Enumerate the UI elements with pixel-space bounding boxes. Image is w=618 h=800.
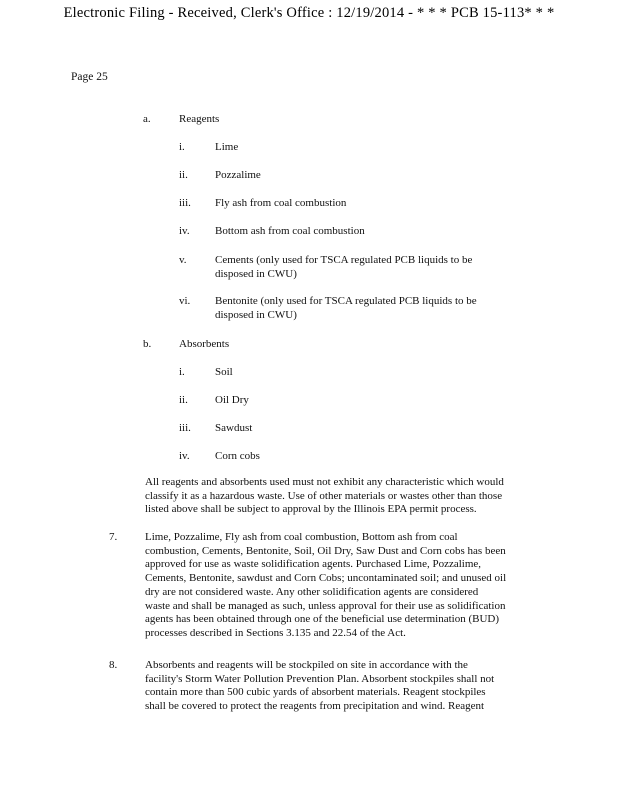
reagent-item-text: Fly ash from coal combustion [215, 197, 347, 209]
item-8-line: shall be covered to protect the reagents from precipitation and wind. Reagent [145, 700, 485, 713]
page-number: Page 25 [71, 71, 108, 83]
filing-header: Electronic Filing - Received, Clerk's Office : 12/19/2014 - * * * PCB 15-113* * * [63, 5, 555, 21]
summary-paragraph [145, 476, 504, 517]
reagent-item-text-line2: disposed in CWU) [215, 268, 297, 280]
item-7-line: combustion, Cements, Bentonite, Soil, Oil Dry, Saw Dust and Corn cobs has been [145, 544, 506, 557]
item-8-line: Absorbents and reagents will be stockpiled on site in accordance with the [145, 659, 468, 671]
summary-line: listed above shall be subject to approval by the Illinois EPA permit process. [145, 503, 477, 516]
reagents-heading: Reagents [179, 113, 220, 125]
item-7-line: agents has been obtained through one of the beneficial use determination (BUD) [145, 613, 500, 626]
item-7-line: Lime, Pozzalime, Fly ash from coal combustion, Bottom ash from coal [145, 531, 458, 543]
reagent-item-number: i. [179, 141, 185, 153]
item-8-number: 8. [109, 659, 118, 671]
summary-line: All reagents and absorbents used must not exhibit any characteristic which would [145, 476, 504, 488]
item-7-number: 7. [109, 531, 118, 543]
absorbents-heading: Absorbents [179, 338, 230, 350]
reagent-item-text: Lime [215, 141, 239, 153]
item-8-paragraph [145, 659, 494, 714]
item-8-line: contain more than 500 cubic yards of absorbent materials. Reagent stockpiles [145, 686, 486, 699]
item-7-line: dry are not considered waste. Any other solidification agents are considered [145, 585, 479, 598]
reagent-item-text-line1: Cements (only used for TSCA regulated PCB liquids to be [215, 254, 473, 266]
reagent-item-text: Bottom ash from coal combustion [215, 225, 365, 237]
item-7-line: approved for use as waste solidification agents. Purchased Lime, Pozzalime, [145, 558, 482, 571]
reagent-item-number: vi. [179, 295, 191, 307]
reagents-marker: a. [143, 113, 151, 125]
absorbent-item-number: i. [179, 366, 185, 378]
reagent-item-number: ii. [179, 169, 188, 181]
absorbent-item-number: iv. [179, 450, 190, 462]
absorbent-item-number: ii. [179, 394, 188, 406]
absorbent-item-number: iii. [179, 422, 191, 434]
absorbent-item-text: Corn cobs [215, 450, 260, 462]
reagent-item-text-line1: Bentonite (only used for TSCA regulated PCB liquids to be [215, 295, 477, 307]
item-8-line: facility's Storm Water Pollution Prevention Plan. Absorbent stockpiles shall not [145, 672, 495, 685]
absorbent-item-text: Oil Dry [215, 394, 249, 406]
reagent-item-number: iv. [179, 225, 190, 237]
absorbents-marker: b. [143, 338, 152, 350]
absorbent-item-text: Sawdust [215, 422, 253, 434]
item-7-line: processes described in Sections 3.135 and 22.54 of the Act. [145, 626, 406, 639]
item-7-line: Cements, Bentonite, sawdust and Corn Cobs; uncontaminated soil; and unused oil [145, 572, 507, 585]
reagent-item-text: Pozzalime [215, 169, 261, 181]
reagent-item-number: v. [179, 254, 187, 266]
reagent-item-text-line2: disposed in CWU) [215, 309, 297, 321]
absorbent-item-text: Soil [215, 366, 233, 378]
item-7-line: waste and shall be managed as such, unless approval for their use as solidification [145, 599, 506, 612]
summary-line: classify it as a hazardous waste. Use of other materials or wastes other than those [145, 489, 503, 502]
reagent-item-number: iii. [179, 197, 191, 209]
item-7-paragraph [145, 531, 506, 641]
